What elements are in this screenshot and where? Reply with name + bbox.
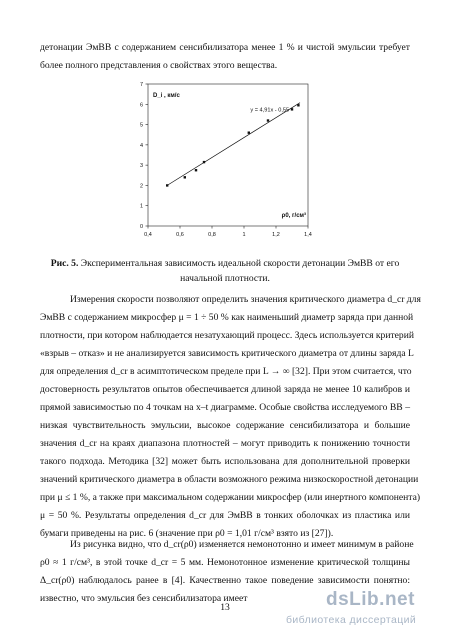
figure-caption-line2: начальной плотности. <box>180 273 270 284</box>
x-tick-label: 1 <box>242 232 246 238</box>
text-line: прямой зависимостью по 4 точкам на x–t диаграмме. Особые свойства исследуемого ВВ – <box>40 402 410 413</box>
text-line: Δ_cr(ρ0) наблюдалось ранее в [4]. Качественно такое поведение зависимости понятно: <box>40 575 410 586</box>
text-line: известно, что эмульсия без сенсибилизатора имеет <box>40 593 248 604</box>
data-point <box>291 108 293 110</box>
text-line: детонации ЭмВВ с содержанием сенсибилизатора менее 1 % и чистой эмульсии требует <box>40 42 410 53</box>
text-line: Из рисунка видно, что d_cr(ρ0) изменяется немонотонно и имеет минимум в районе <box>70 539 414 550</box>
y-tick-label: 0 <box>139 224 143 230</box>
text-line: значения d_cr на краях диапазона плотностей – могут приводить к понижению точности <box>40 438 410 449</box>
trendline-equation: y = 4,91x - 0,55 <box>250 107 290 114</box>
y-tick-label: 3 <box>139 163 143 170</box>
y-axis-label: D_i , км/с <box>153 93 180 99</box>
text-line: значений критического диаметра в области возможного режима низкоскоростной детонации <box>40 474 419 485</box>
page-number: 13 <box>220 602 230 613</box>
figure-caption-label: Рис. 5. <box>50 258 79 269</box>
text-line: «взрыв – отказ» и не анализируется зависимость критического диаметра от длины заряда L <box>40 348 414 359</box>
text-line: достоверность результатов опытов обеспечивается длиной заряда не менее 10 калибров и <box>40 384 410 395</box>
text-line: плотности, при котором наблюдается незатухающий процесс. Здесь используется критерий <box>40 330 415 341</box>
y-tick-label: 7 <box>139 82 143 88</box>
data-point <box>184 176 186 178</box>
text-line: для определения d_cr в асимптотическом пределе при L → ∞ [32]. При этом считается, что <box>40 366 412 377</box>
text-line: более полного представления о свойствах этого вещества. <box>40 60 278 71</box>
x-tick-label: 0,4 <box>144 232 152 238</box>
watermark-tagline: библиотека диссертаций <box>286 614 417 626</box>
data-point <box>267 119 269 121</box>
dslib-watermark-logo <box>280 589 445 633</box>
text-line: μ = 50 %. Результаты определения d_cr для ЭмВВ в тонких оболочках из пластика или <box>40 510 410 521</box>
text-line: ЭмВВ с содержанием микросфер μ = 1 ÷ 50 % как наименьший диаметр заряда при данной <box>40 312 414 323</box>
watermark-brand: dsLib.net <box>326 589 415 610</box>
figure-caption <box>40 258 410 270</box>
y-tick-label: 5 <box>139 122 143 129</box>
x-tick-label: 1,4 <box>304 232 312 238</box>
x-tick-label: 0,6 <box>176 232 184 238</box>
data-point <box>203 161 205 163</box>
x-axis-label: ρ0, г/см³ <box>281 213 306 219</box>
y-tick-label: 1 <box>139 203 143 210</box>
text-line: Измерения скорости позволяют определить значения критического диаметра d_cr для <box>70 294 421 305</box>
text-line: при μ ≤ 1 %, а также при максимальном содержании микросфер (или инертного компонента) <box>40 492 421 503</box>
y-tick-label: 2 <box>139 183 143 190</box>
text-line: бумаги приведены на рис. 6 (значение при ρ0 = 1,01 г/см³ взято из [27]). <box>40 528 334 539</box>
figure-chart <box>120 78 320 248</box>
plot-area <box>148 84 308 226</box>
text-line: такого подхода. Методика [32] может быть использована для дополнительной проверки <box>40 456 410 467</box>
x-tick-label: 0,8 <box>208 232 216 238</box>
text-line: ρ0 ≈ 1 г/см³, в этой точке d_cr = 5 мм. Немонотонное изменение критической толщины <box>40 557 410 568</box>
x-tick-label: 1,2 <box>272 232 280 238</box>
figure-caption-text: Экспериментальная зависимость идеальной скорости детонации ЭмВВ от его <box>78 258 400 269</box>
data-point <box>248 131 250 133</box>
data-point <box>195 169 197 171</box>
y-tick-label: 4 <box>139 142 143 149</box>
data-point <box>166 184 168 186</box>
data-point <box>297 104 299 106</box>
y-tick-label: 6 <box>139 102 143 109</box>
chart-svg <box>120 78 320 248</box>
text-line: низкая чувствительность эмульсии, высокое содержание сенсибилизатора и большие <box>40 420 410 431</box>
